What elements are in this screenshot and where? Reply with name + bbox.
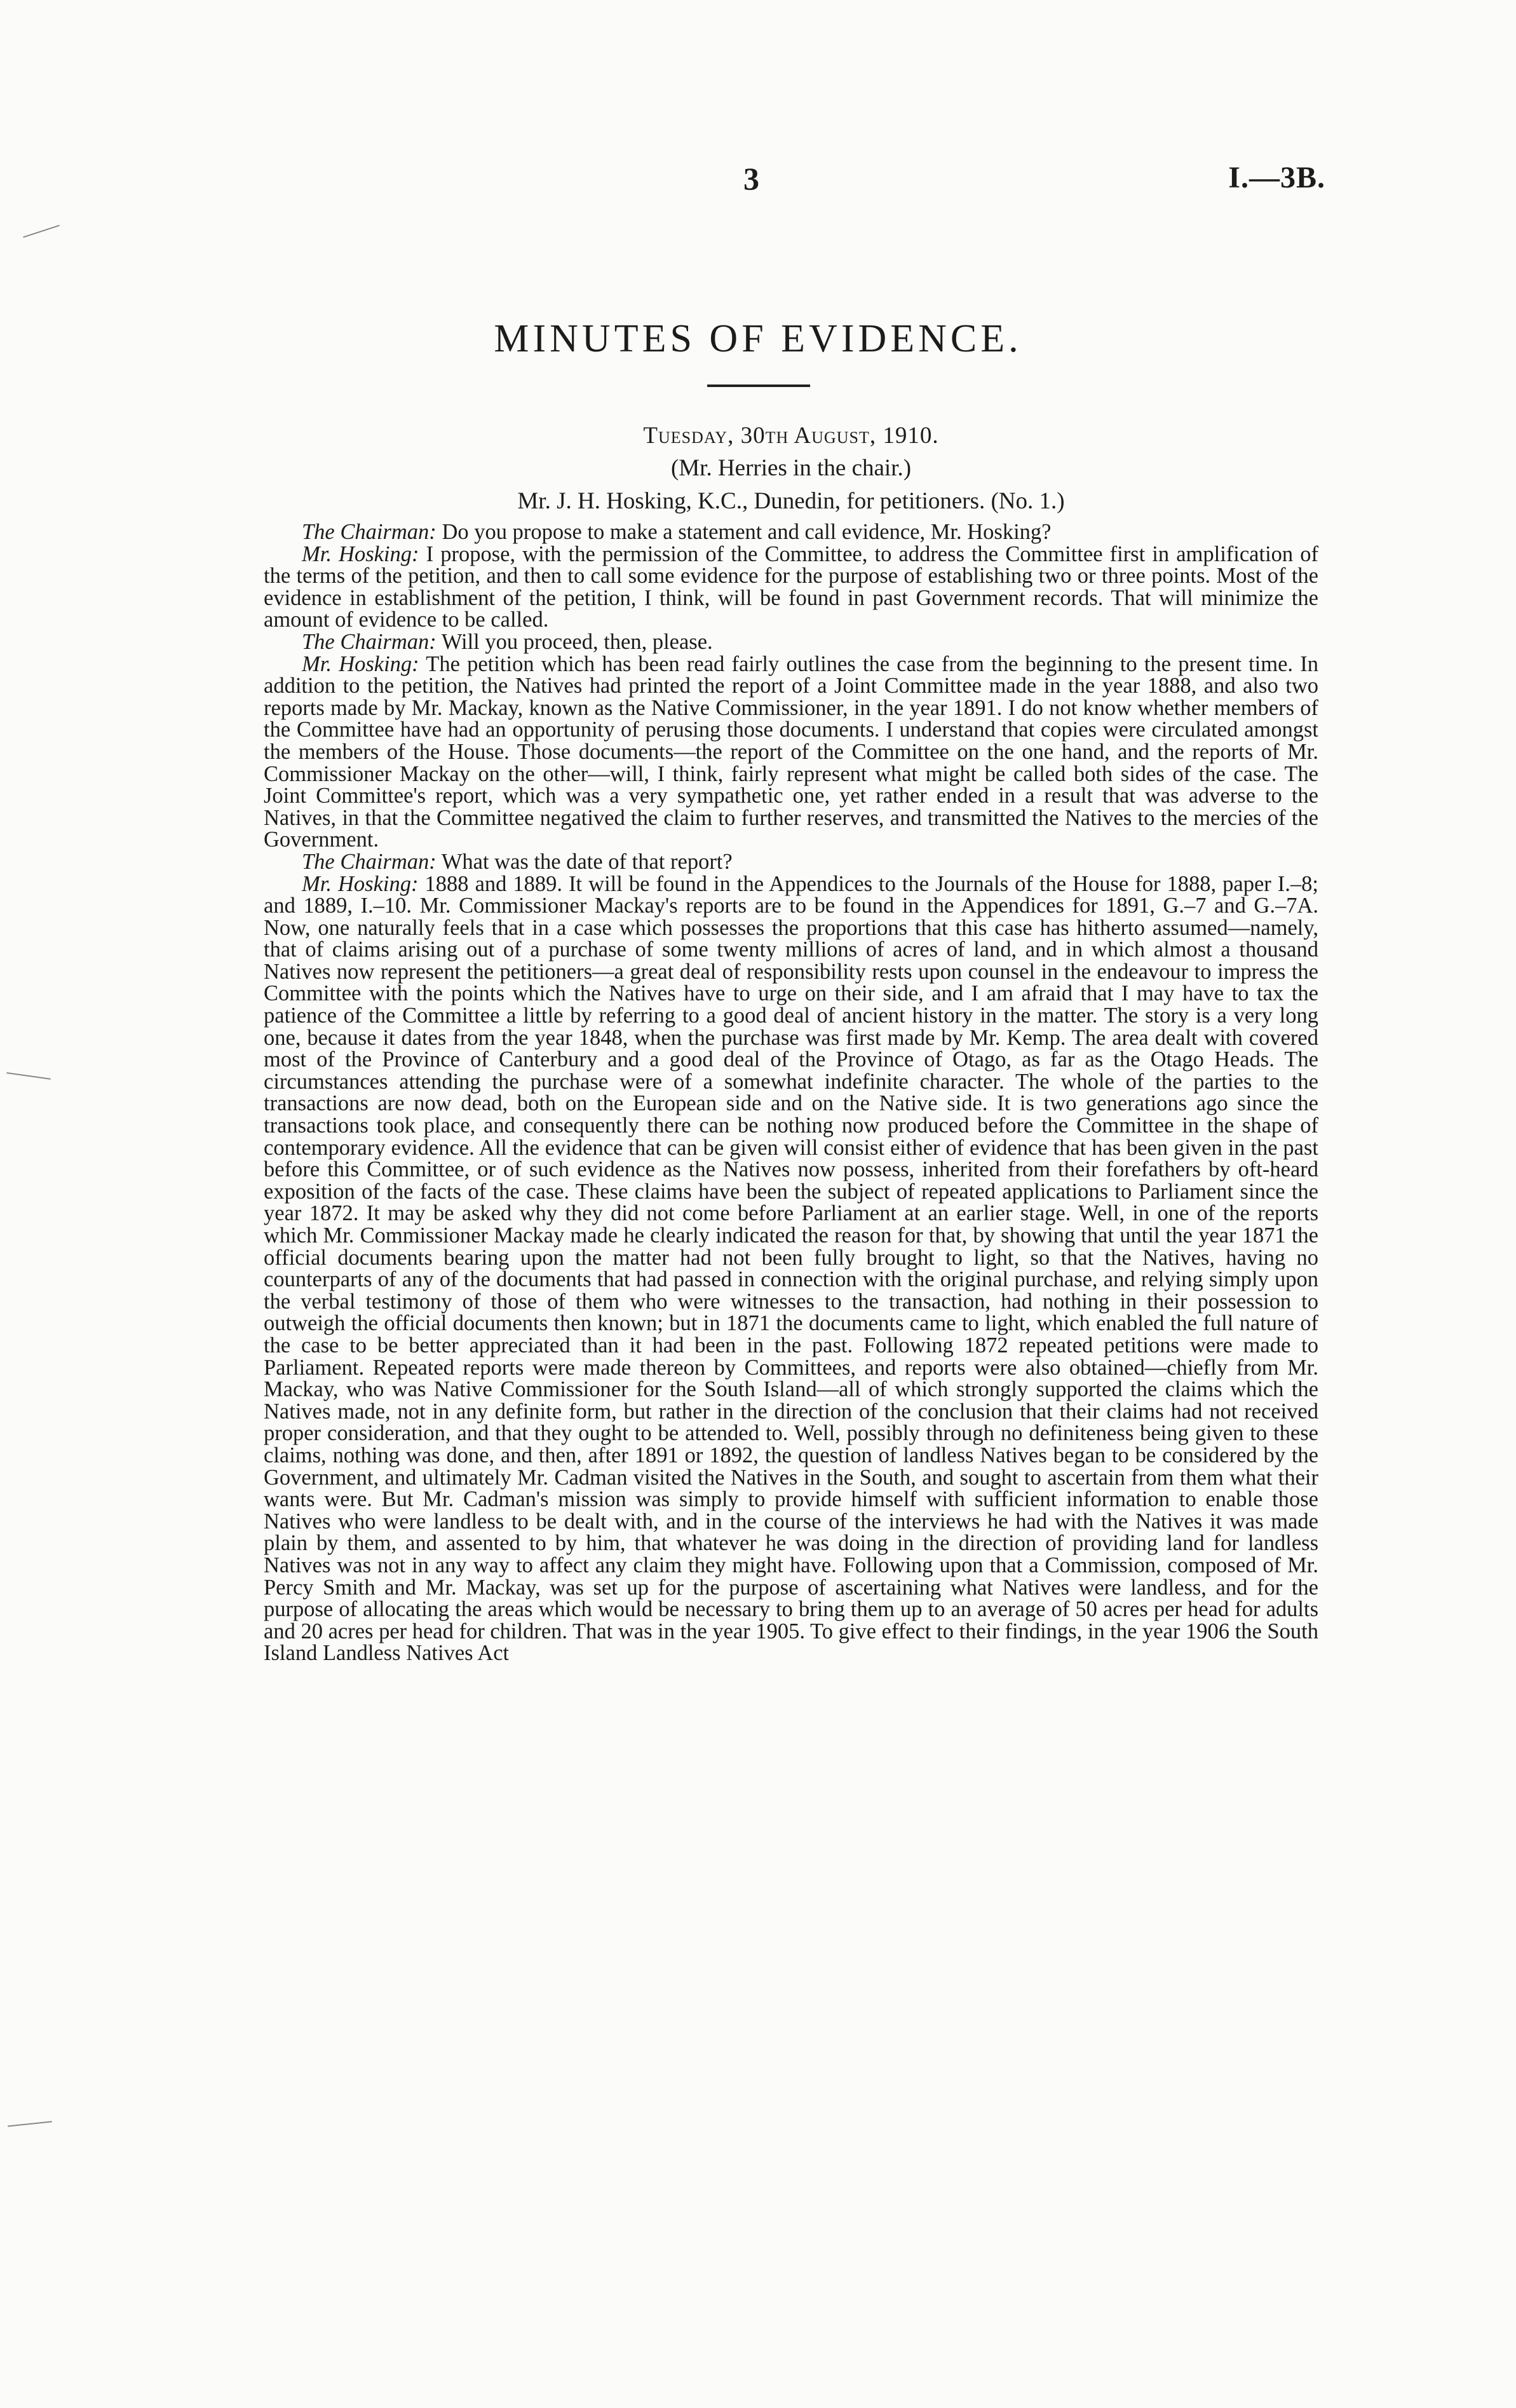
speaker-name: Mr. Hosking: xyxy=(302,651,419,676)
paper-reference: I.—3B. xyxy=(1228,161,1325,194)
paragraph-text: Do you propose to make a statement and call evidence, Mr. Hosking? xyxy=(442,520,1052,544)
evidence-paragraph xyxy=(264,543,1318,631)
witness-heading: Mr. J. H. Hosking, K.C., Dunedin, for petitioners. (No. 1.) xyxy=(517,488,1065,514)
speaker-name: The Chairman: xyxy=(302,520,437,544)
speaker-name: The Chairman: xyxy=(302,629,437,654)
paragraph-text: I propose, with the permission of the Committee, to address the Committee first in amplification of the terms of the petition, and then to call some evidence for the purpose of establishing two or three points. Most of the evidence in establishment of the petition, I think, will be found in past Government records. That will minimize the amount of evidence to be called. xyxy=(264,541,1318,632)
evidence-paragraph xyxy=(264,653,1318,851)
evidence-paragraph xyxy=(264,873,1318,1664)
session-date: Tuesday, 30th August, 1910. xyxy=(643,423,939,449)
evidence-paragraph xyxy=(264,631,1318,653)
document-title: MINUTES OF EVIDENCE. xyxy=(494,317,1022,360)
paragraph-text: 1888 and 1889. It will be found in the Appendices to the Journals of the House for 1888, paper I.–8; and 1889, I.–10. Mr. Commissioner Mackay's reports are to be found in the Appendices for 1891, G.–7 and G.–7A. Now, one naturally feels that in a case which possesses the proportions that this case has hitherto assumed—namely, that of claims arising out of a purchase of some twenty millions of acres of land, and in which almost a thousand Natives now represent the petitioners—a great deal of responsibility rests upon counsel in the endeavour to impress the Committee with the points which the Natives have to urge on their side, and I am afraid that I may have to tax the patience of the Committee a little by referring to a good deal of ancient history in the matter. The story is a very long one, because it dates from the year 1848, when the purchase was first made by Mr. Kemp. The area dealt with covered most of the Province of Canterbury and a good deal of the Province of Otago, as far as the Otago Heads. The circumstances attending the purchase were of a somewhat indefinite character. The whole of the parties to the transactions are now dead, both on the European side and on the Native side. It is two generations ago since the transactions took place, and consequently there can be nothing now produced before the Committee in the shape of contemporary evidence. All the evidence that can be given will consist either of evidence that has been given in the past before this Committee, or of such evidence as the Natives now possess, inherited from their forefathers by oft-heard exposition of the facts of the case. These claims have been the subject of repeated applications to Parliament since the year 1872. It may be asked why they did not come before Parliament at an earlier stage. Well, in one of the reports which Mr. Commissioner Mackay made he clearly indicated the reason for that, by showing that until the year 1871 the official documents bearing upon the matter had not been fully brought to light, so that the Natives, having no counterparts of any of the documents that had passed in connection with the original purchase, and relying simply upon the verbal testimony of those of them who were witnesses to the transaction, had nothing in their possession to outweigh the official documents then known; but in 1871 the documents came to light, which enabled the full nature of the case to be better appreciated than it had been in the past. Following 1872 repeated petitions were made to Parliament. Repeated reports were made thereon by Committees, and reports were also obtained—chiefly from Mr. Mackay, who was Native Commissioner for the South Island—all of which strongly supported the claims which the Natives made, not in any definite form, but rather in the direction of the conclusion that their claims had not received proper consideration, and that they ought to be attended to. Well, possibly through no definiteness being given to these claims, nothing was done, and then, after 1891 or 1892, the question of landless Natives began to be considered by the Government, and ultimately Mr. Cadman visited the Natives in the South, and sought to ascertain from them what their wants were. But Mr. Cadman's mission was simply to provide himself with sufficient information to enable those Natives who were landless to be dealt with, and in the course of the interviews he had with the Natives it was made plain by them, and assented to by him, that whatever he was doing in the direction of providing land for landless Natives was not in any way to affect any claim they might have. Following upon that a Commission, composed of Mr. Percy Smith and Mr. Mackay, was set up for the purpose of ascertaining what Natives were landless, and for the purpose of allocating the areas which would be necessary to bring them up to an average of 50 acres per head for adults and 20 acres per head for children. That was in the year 1905. To give effect to their findings, in the year 1906 the South Island Landless Natives Act xyxy=(264,871,1319,1666)
speaker-name: Mr. Hosking: xyxy=(302,871,419,896)
speaker-name: The Chairman: xyxy=(302,849,437,874)
title-rule xyxy=(707,384,810,387)
paragraph-text: The petition which has been read fairly outlines the case from the beginning to the present time. In addition to the petition, the Natives had printed the report of a Joint Committee made in the year 1888, and also two reports made by Mr. Mackay, known as the Native Commissioner, in the year 1891. I do not know whether members of the Committee have had an opportunity of perusing those documents. I understand that copies were circulated amongst the members of the House. Those documents—the report of the Committee on the one hand, and the reports of Mr. Commissioner Mackay on the other—will, I think, fairly represent what might be called both sides of the case. The Joint Committee's report, which was a very sympathetic one, yet rather ended in a result that was adverse to the Natives, in that the Committee negatived the claim to further reserves, and transmitted the Natives to the mercies of the Government. xyxy=(264,651,1318,852)
page-number: 3 xyxy=(743,161,759,196)
document-body xyxy=(264,419,1318,1664)
margin-mark xyxy=(23,225,60,238)
paragraph-text: Will you proceed, then, please. xyxy=(441,629,713,654)
speaker-name: Mr. Hosking: xyxy=(302,541,419,566)
paragraph-text: What was the date of that report? xyxy=(441,849,733,874)
margin-mark xyxy=(8,2121,52,2126)
session-chair: (Mr. Herries in the chair.) xyxy=(670,455,912,481)
margin-mark xyxy=(6,1072,51,1080)
evidence-paragraph xyxy=(264,521,1318,543)
evidence-paragraph xyxy=(264,851,1318,873)
